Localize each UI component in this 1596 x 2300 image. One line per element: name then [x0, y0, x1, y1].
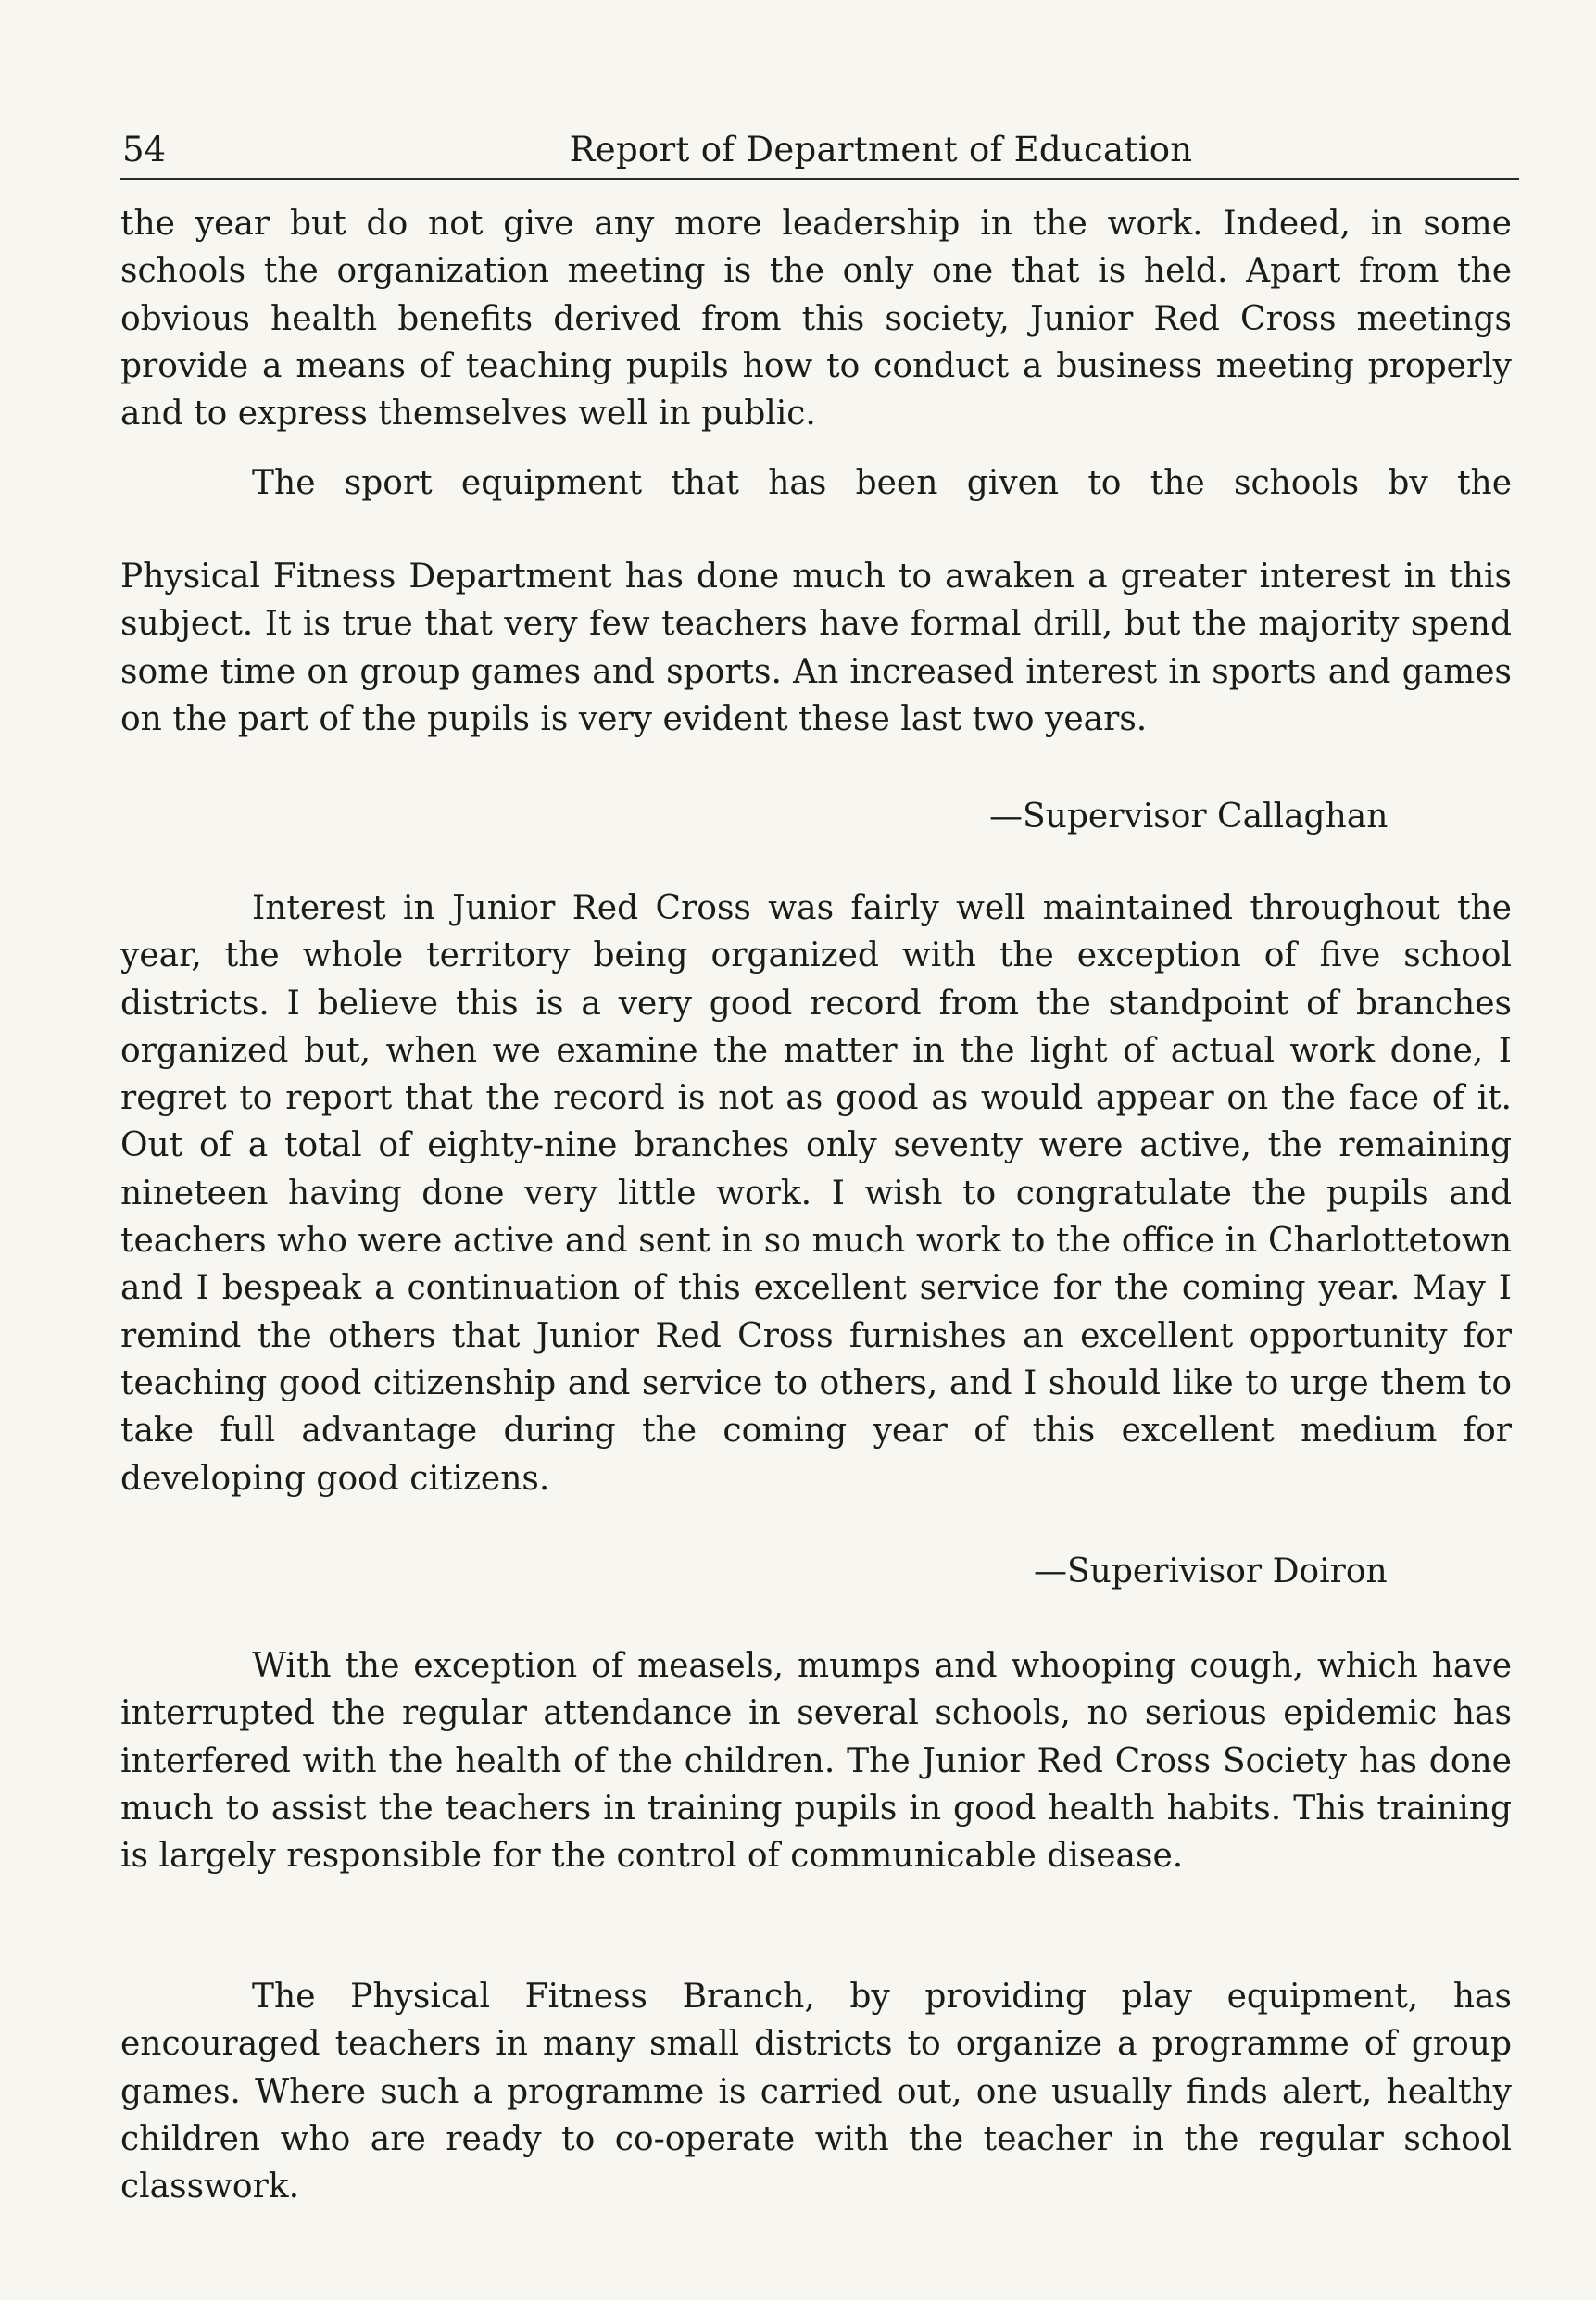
page-header	[120, 122, 1519, 178]
header-rule	[120, 178, 1519, 180]
running-head: Report of Department of Education	[569, 130, 1193, 170]
paragraph-sport-equipment-line: The sport equipment that has been given to the schools bv the	[252, 464, 1512, 502]
paragraph-junior-red-cross: Interest in Junior Red Cross was fairly well maintained throughout the year, the whole territory being organized with the exception of five school districts. I believe this is a very good record from the standpoint of branches organized but, when we examine the matter in the light of actual work done, I regret to report that the record is not as good as would appear on the face of it. Out of a total of eighty-nine branches only seventy were active, the remaining nineteen having done very little work. I wish to congratulate the pupils and teachers who were active and sent in so much work to the office in Charlottetown and I bespeak a continuation of this excellent service for the coming year. May I remind the others that Junior Red Cross furnishes an excellent opportunity for teaching good citizenship and service to others, and I should like to urge them to take full advantage during the coming year of this excellent medium for developing good citizens.	[120, 889, 1512, 1498]
page-number: 54	[122, 130, 167, 170]
signature-callaghan: —Supervisor Callaghan	[989, 798, 1389, 836]
paragraph-physical-fitness: Physical Fitness Department has done much to awaken a greater interest in this subject. It is true that very few teachers have formal drill, but the majority spend some time on group games and sports. An increased interest in sports and games on the part of the pupils is very evident these last two years.	[120, 558, 1512, 738]
paragraph-health: With the exception of measels, mumps and whooping cough, which have interrupted the regular attendance in several schools, no serious epidemic has interfered with the health of the children. The Junior Red Cross Society has done much to assist the teachers in training pupils in good health habits. This training is largely responsible for the control of communicable disease.	[120, 1647, 1512, 1876]
signature-doiron: —Superivisor Doiron	[1034, 1552, 1388, 1590]
paragraph-physical-fitness-branch: The Physical Fitness Branch, by providing play equipment, has encouraged teachers in many small districts to organize a programme of group games. Where such a programme is carried out, one usually finds alert, healthy children who are ready to co-operate with the teacher in the regular school classwork.	[120, 1978, 1512, 2206]
paragraph-continued: the year but do not give any more leadership in the work. Indeed, in some schools the organization meeting is the only one that is held. Apart from the obvious health benefits derived from this society, Junior Red Cross meetings provide a means of teaching pupils how to conduct a business meeting properly and to express themselves well in public.	[120, 205, 1512, 434]
